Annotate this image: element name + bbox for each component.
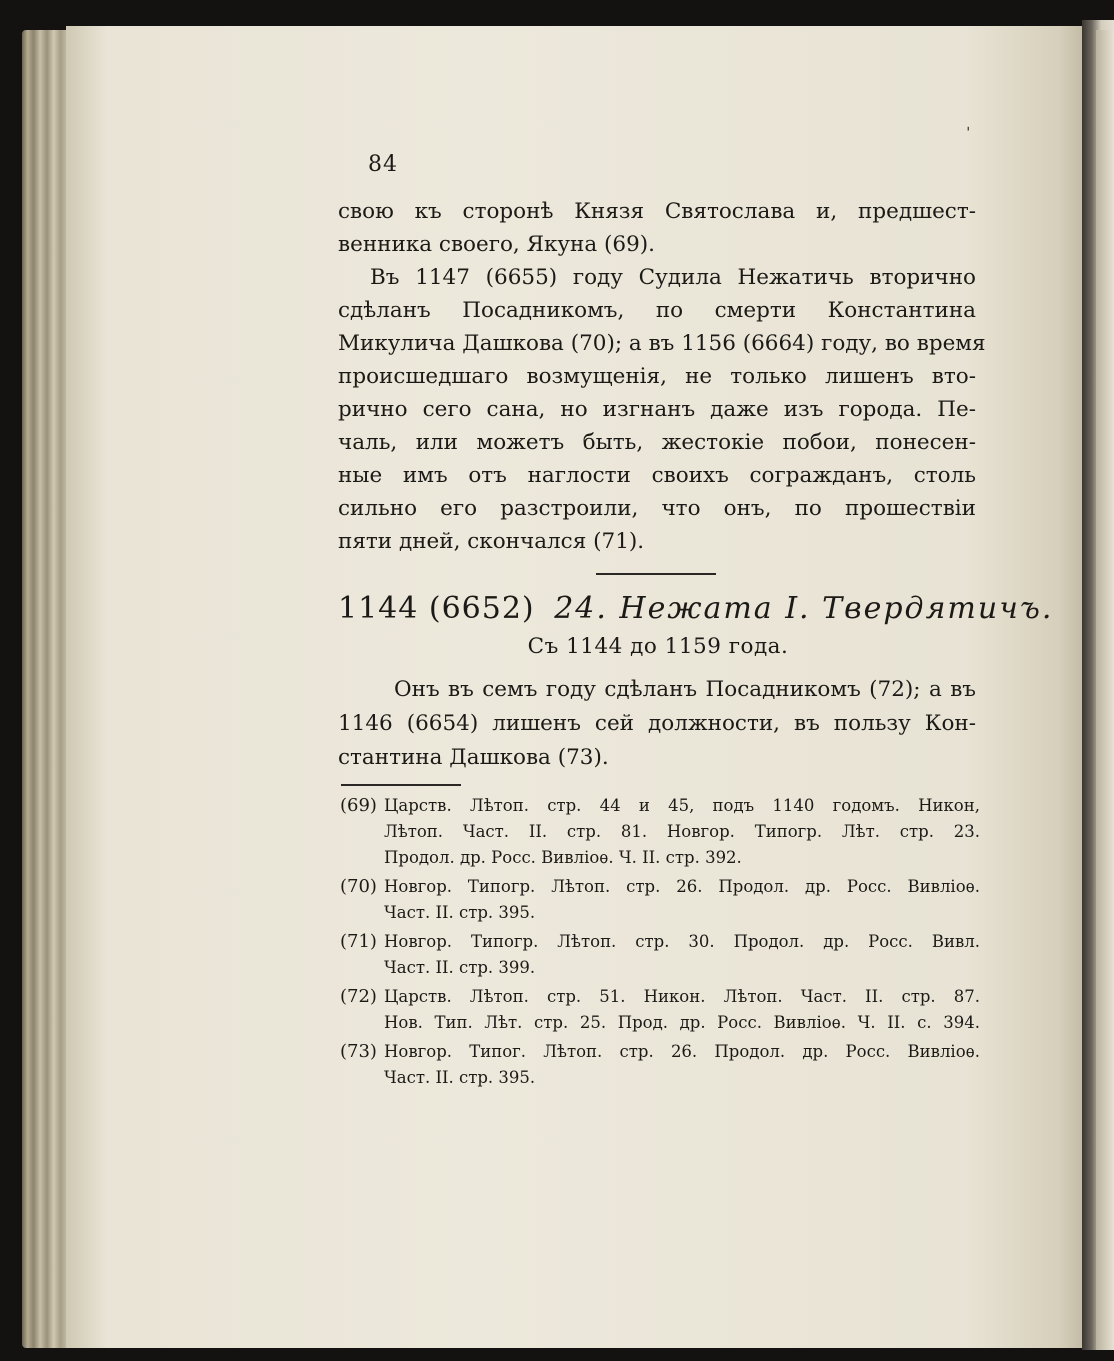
footnotes [340, 793, 980, 1094]
footnote-line: Новгор. Типогр. Лѣтоп. стр. 26. Продол. др. Росс. Вивліоѳ. [384, 877, 980, 896]
ink-speck: ˈ [966, 124, 971, 143]
book-page-edges [22, 30, 70, 1348]
footnote-line: Лѣтоп. Част. II. стр. 81. Новгор. Типогр. Лѣт. стр. 23. [384, 822, 980, 841]
footnote-line: Част. II. стр. 395. [384, 1068, 536, 1087]
footnote-line: Продол. др. Росс. Вивліоѳ. Ч. II. стр. 392. [384, 848, 742, 867]
text-line: Онъ въ семъ году сдѣланъ Посадникомъ (72); а въ [394, 677, 976, 702]
footnote-line: Част. II. стр. 399. [384, 958, 536, 977]
entry-year: 1144 (6652) [338, 591, 535, 626]
text-line: сдѣланъ Посадникомъ, по смерти Константина [338, 298, 976, 323]
text-line: Въ 1147 (6655) году Судила Нежатичь вторично [370, 265, 976, 290]
footnote-69 [340, 793, 980, 871]
text-line: рично сего сана, но изгнанъ даже изъ города. Пе- [338, 397, 976, 422]
footnote-mark: (71) [340, 931, 377, 952]
text-line: пяти дней, скончался (71). [338, 529, 645, 554]
footnote-72 [340, 984, 980, 1036]
entry-heading [338, 591, 1054, 626]
footnote-70 [340, 874, 980, 926]
footnote-mark: (73) [340, 1041, 377, 1062]
footnote-line: Царств. Лѣтоп. стр. 44 и 45, подъ 1140 годомъ. Никон, [384, 796, 980, 815]
text-line: стантина Дашкова (73). [338, 745, 609, 770]
entry-name: 24. Нежата I. Твердятичъ. [554, 591, 1054, 626]
footnote-73 [340, 1039, 980, 1091]
section-divider [596, 573, 716, 575]
text-line: происшедшаго возмущенія, не только лишенъ вто- [338, 364, 976, 389]
footnote-mark: (69) [340, 795, 377, 816]
footnote-71 [340, 929, 980, 981]
text-line: чаль, или можетъ быть, жестокіе побои, понесен- [338, 430, 976, 455]
footnote-mark: (70) [340, 876, 377, 897]
page-number: 84 [368, 152, 398, 177]
text-line: ные имъ отъ наглости своихъ согражданъ, столь [338, 463, 976, 488]
text-line: 1146 (6654) лишенъ сей должности, въ пользу Кон- [338, 711, 976, 736]
text-line: Микулича Дашкова (70); а въ 1156 (6664) году, во время [338, 331, 986, 356]
paragraph-continued [338, 195, 976, 261]
footnote-line: Част. II. стр. 395. [384, 903, 536, 922]
text-line: свою къ сторонѣ Князя Святослава и, предшест- [338, 199, 976, 224]
footnote-line: Новгор. Типог. Лѣтоп. стр. 26. Продол. др. Росс. Вивліоѳ. [384, 1042, 980, 1061]
text-line: венника своего, Якуна (69). [338, 232, 655, 257]
body-text [338, 195, 986, 558]
next-page-edge [1096, 30, 1114, 1350]
footnote-line: Нов. Тип. Лѣт. стр. 25. Прод. др. Росс. Вивліоѳ. Ч. II. с. 394. [384, 1013, 980, 1032]
footnote-divider [341, 784, 461, 786]
footnote-line: Новгор. Типогр. Лѣтоп. стр. 30. Продол. др. Росс. Вивл. [384, 932, 980, 951]
paragraph [338, 673, 976, 775]
footnote-line: Царств. Лѣтоп. стр. 51. Никон. Лѣтоп. Част. II. стр. 87. [384, 987, 980, 1006]
entry-body [338, 673, 976, 775]
paragraph [338, 261, 986, 558]
entry-subtitle: Съ 1144 до 1159 года. [527, 634, 789, 659]
text-line: сильно его разстроили, что онъ, по прошествіи [338, 496, 976, 521]
footnote-mark: (72) [340, 986, 377, 1007]
